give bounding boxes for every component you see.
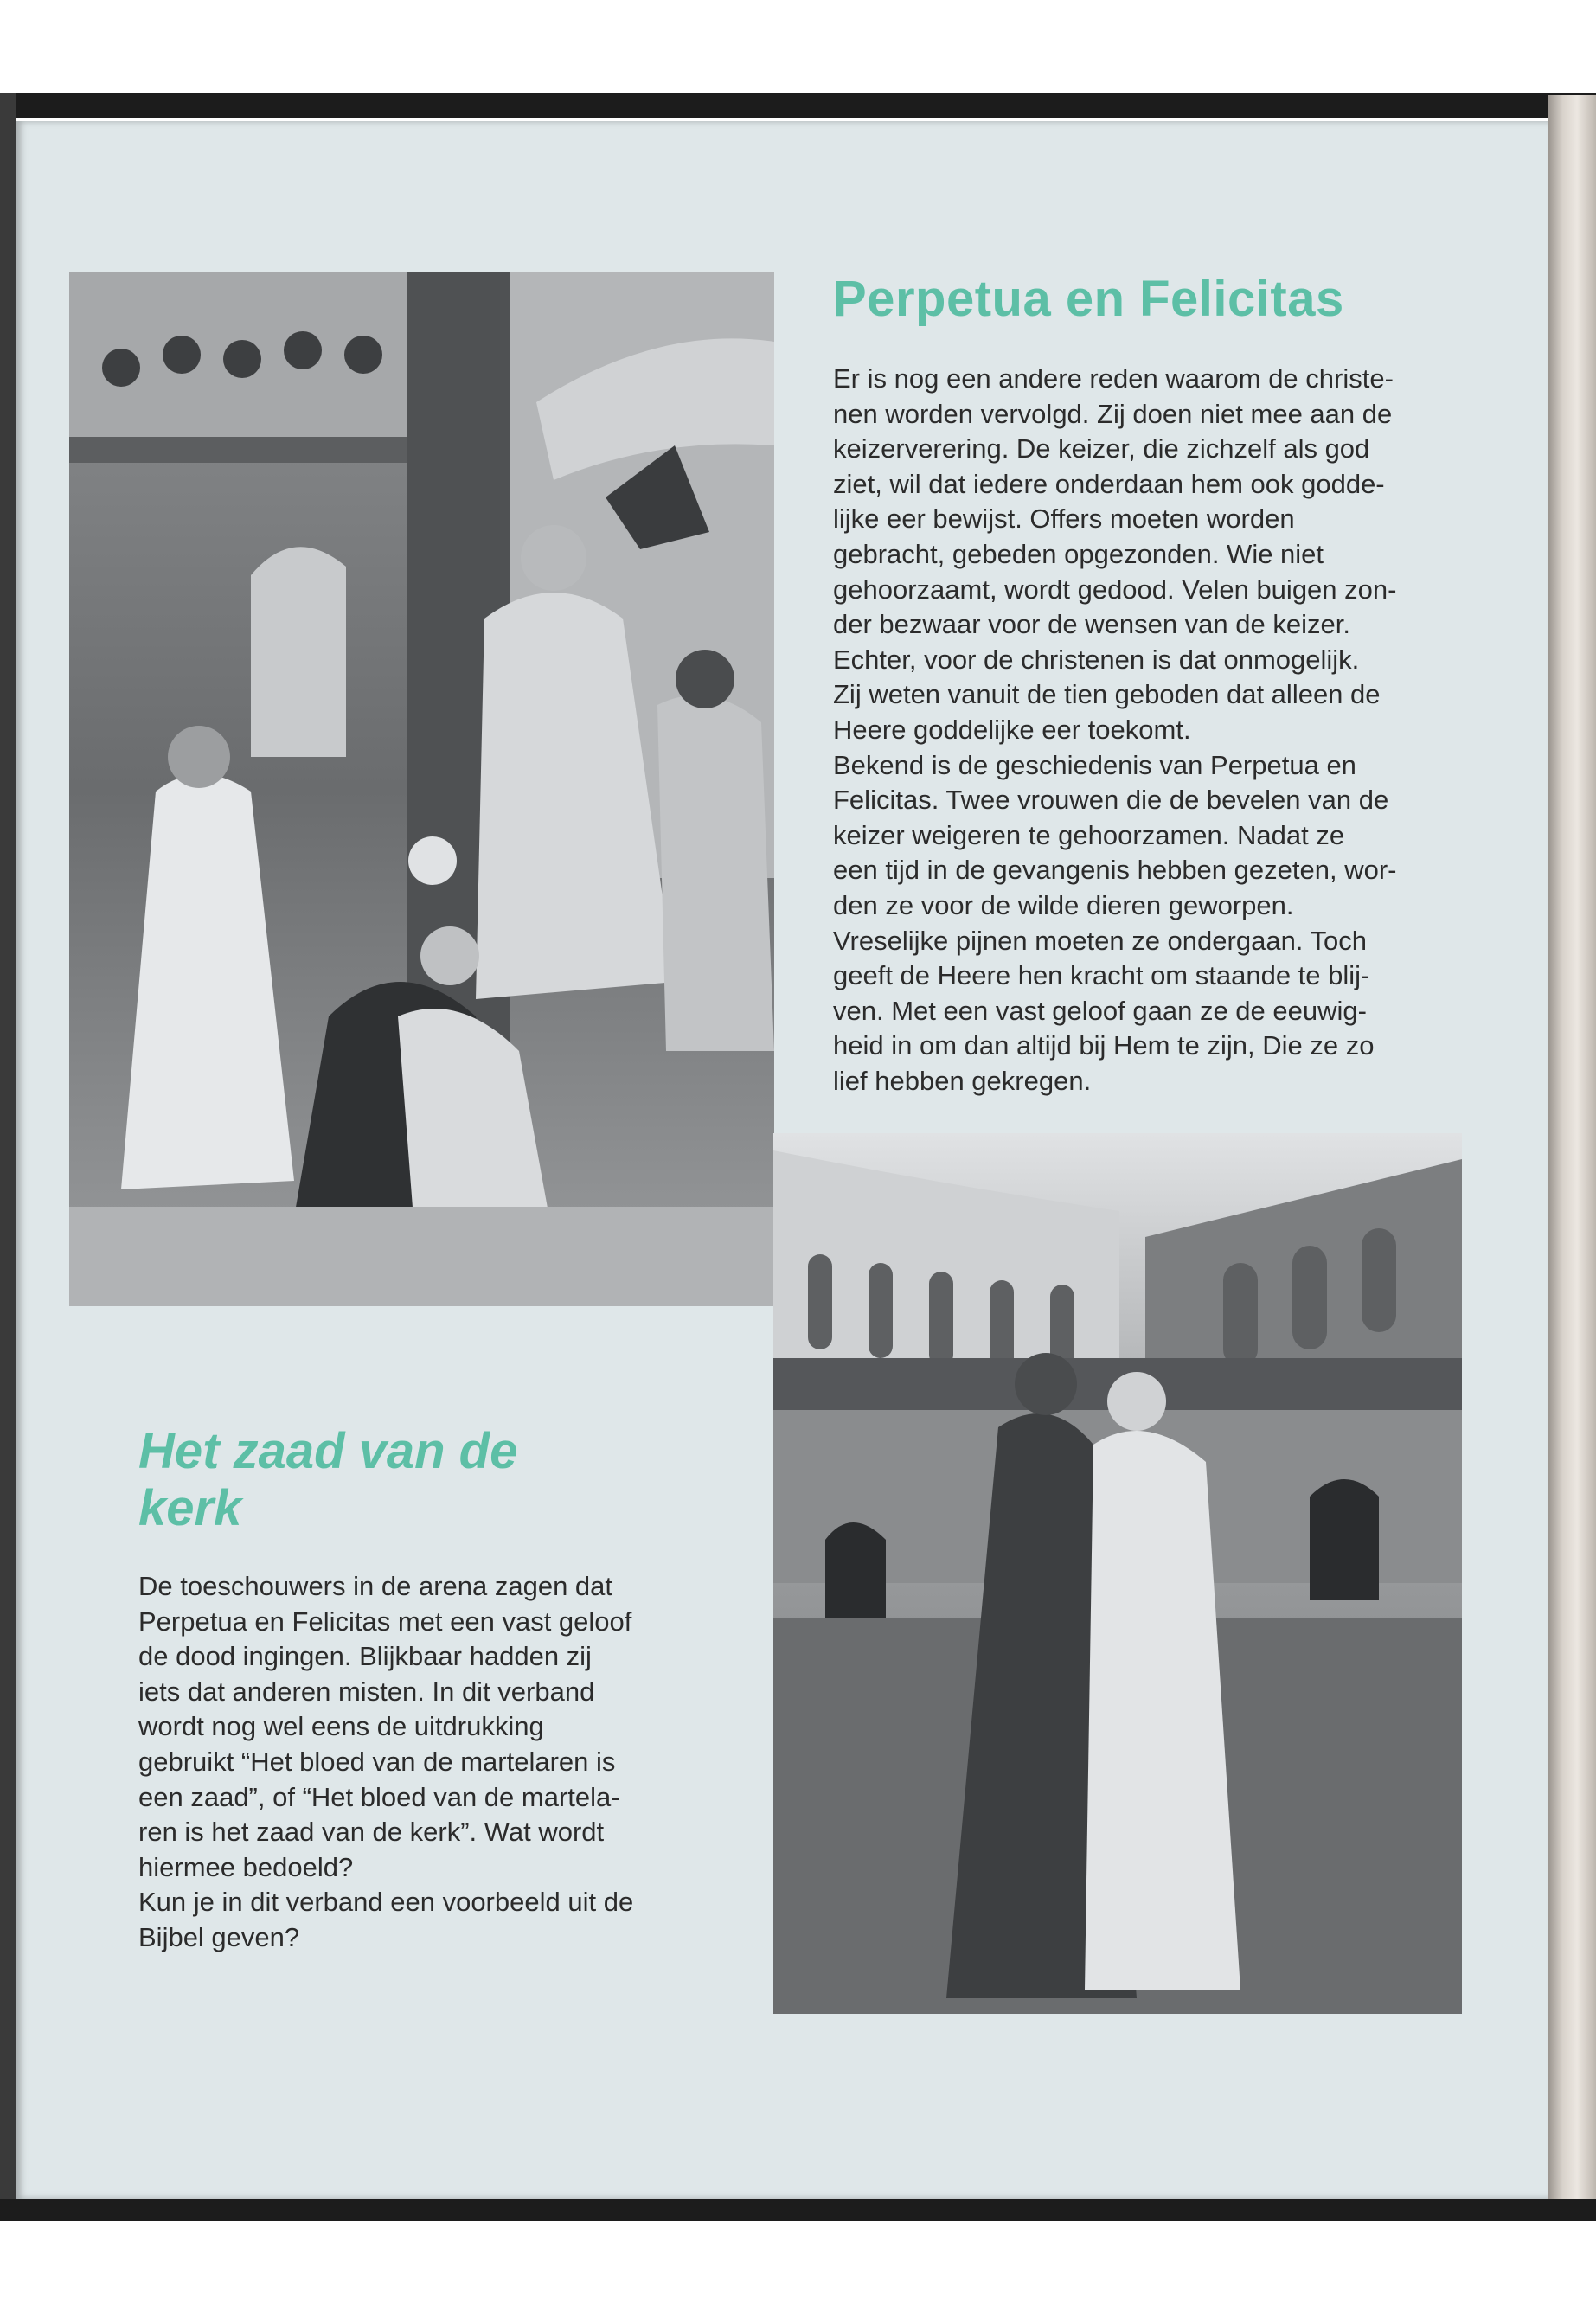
illustration-arena-scene bbox=[773, 1133, 1462, 2014]
section-title-zaad: Het zaad van de kerk bbox=[138, 1423, 518, 1536]
book-cover-edge bbox=[1548, 95, 1596, 2206]
scan-margin-top bbox=[0, 0, 1596, 93]
section-body-zaad: De toeschouwers in de arena zagen dat Perpetua en Felicitas met een vast geloof de dood ingingen. Blijkbaar hadden zij iets dat anderen misten. In dit verband wordt nog wel eens de uitdrukking gebruikt “Het bloed van de martelaren is een zaad”, of “Het bloed van de martela- ren is het zaad van de kerk”. Wat wordt hiermee bedoeld? Kun je in dit verband een voorbeeld uit de Bijbel geven? bbox=[138, 1571, 634, 1952]
book-page bbox=[16, 121, 1548, 2199]
scan-border-bottom bbox=[0, 2199, 1596, 2221]
engraving-emperor bbox=[69, 272, 774, 1306]
book-spine bbox=[0, 93, 16, 2221]
section-title-perpetua: Perpetua en Felicitas bbox=[833, 271, 1344, 327]
scan-border-top bbox=[0, 93, 1596, 118]
illustration-emperor-scene bbox=[69, 272, 774, 1306]
engraving-arena bbox=[773, 1133, 1462, 2014]
section-body-perpetua: Er is nog een andere reden waarom de christe- nen worden vervolgd. Zij doen niet mee aan de keizerverering. De keizer, die zichzelf als god ziet, wil dat iedere onderdaan hem ook godde- lijke eer bewijst. Offers moeten worden gebracht, gebeden opgezonden. Wie niet gehoorzaamt, wordt gedood. Velen buigen zon- der bezwaar voor de wensen van de keizer. Echter, voor de christenen is dat onmogelijk. Zij weten vanuit de tien geboden dat alleen de Heere goddelijke eer toekomt. Bekend is de geschiedenis van Perpetua en Felicitas. Twee vrouwen die de bevelen van de keizer weigeren te gehoorzamen. Nadat ze een tijd in de gevangenis hebben gezeten, wor- den ze voor de wilde dieren geworpen. Vreselijke pijnen moeten ze ondergaan. Toch geeft de Heere hen kracht om staande te blij- ven. Met een vast geloof gaan ze de eeuwig- heid in om dan altijd bij Hem te zijn, Die ze zo lief hebben gekregen. bbox=[833, 363, 1397, 1096]
